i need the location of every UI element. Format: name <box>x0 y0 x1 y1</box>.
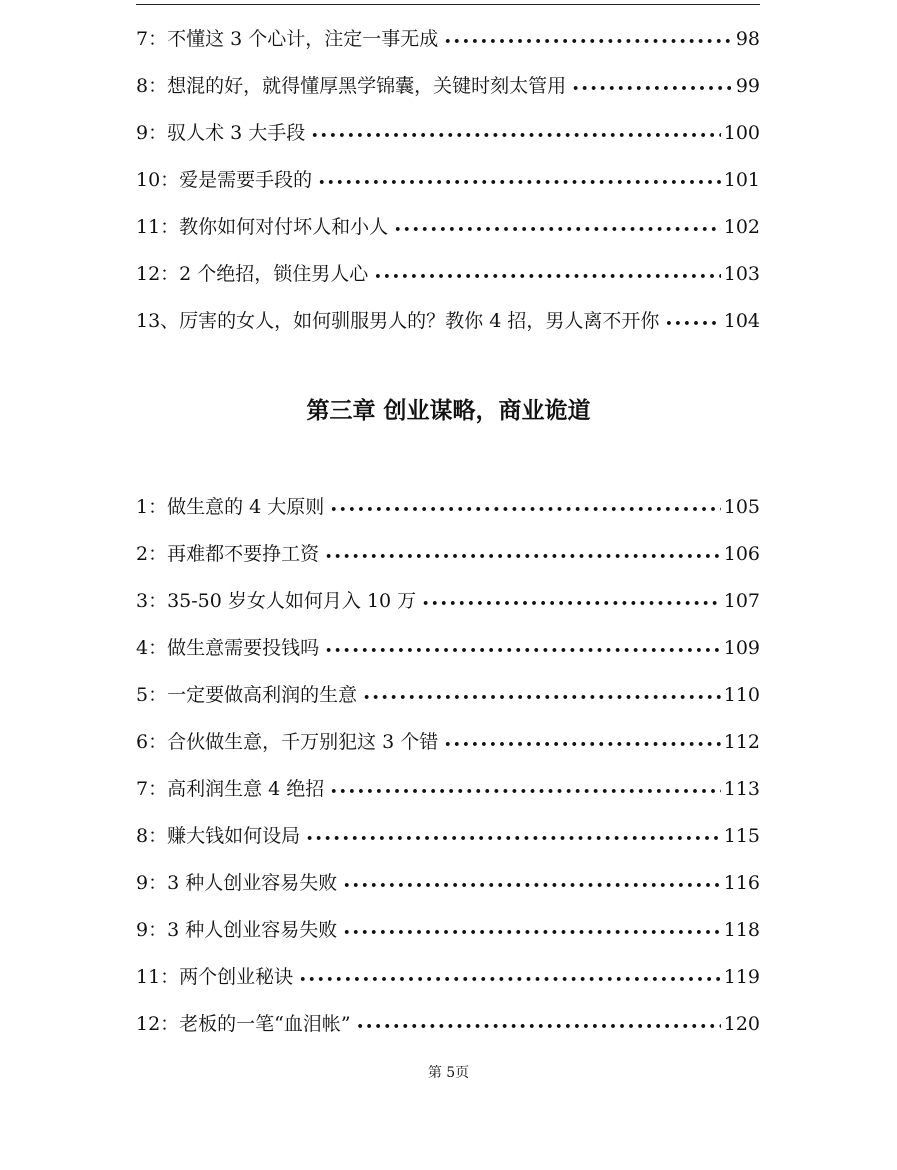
toc-entry-label: 4：做生意需要投钱吗 <box>136 637 320 659</box>
toc-leader <box>325 625 721 674</box>
toc-page-number: 102 <box>723 216 760 238</box>
toc-page-number: 99 <box>735 75 760 97</box>
toc-leader <box>330 484 720 533</box>
toc-page-number: 113 <box>723 778 760 800</box>
toc-leader <box>444 16 733 65</box>
toc-page-number: 107 <box>723 590 760 612</box>
toc-entry[interactable] <box>136 251 760 298</box>
toc-leader <box>299 954 721 1003</box>
toc-page-number: 112 <box>723 731 760 753</box>
toc-entry[interactable] <box>136 766 760 813</box>
toc-entry[interactable] <box>136 484 760 531</box>
toc-leader <box>363 672 721 721</box>
toc-page-number: 100 <box>723 122 760 144</box>
toc-entry-label: 11：两个创业秘诀 <box>136 966 294 988</box>
toc-entry[interactable] <box>136 907 760 954</box>
toc-entry-label: 8：赚大钱如何设局 <box>136 825 301 847</box>
toc-entry[interactable] <box>136 298 760 345</box>
toc-entry[interactable] <box>136 860 760 907</box>
toc-entry-label: 8：想混的好，就得懂厚黑学锦囊，关键时刻太管用 <box>136 75 567 97</box>
toc-leader <box>330 766 720 815</box>
toc-leader <box>374 251 720 300</box>
toc-leader <box>306 813 721 862</box>
toc-page-number: 98 <box>735 28 760 50</box>
toc-entry-label: 7：不懂这 3 个心计，注定一事无成 <box>136 28 439 50</box>
toc-page-number: 106 <box>723 543 760 565</box>
toc-leader <box>325 531 721 580</box>
toc-leader <box>394 204 721 253</box>
toc-leader <box>357 1001 721 1050</box>
toc-entry-label: 5：一定要做高利润的生意 <box>136 684 358 706</box>
toc-entry-label: 9：3 种人创业容易失败 <box>136 872 338 894</box>
toc-page-number: 101 <box>723 169 760 191</box>
toc-section-b <box>136 484 760 1048</box>
toc-entry-label: 11：教你如何对付坏人和小人 <box>136 216 389 238</box>
toc-page-number: 118 <box>723 919 760 941</box>
toc-entry-label: 10：爱是需要手段的 <box>136 169 313 191</box>
toc-leader <box>311 110 720 159</box>
toc-leader <box>343 860 721 909</box>
toc-entry[interactable] <box>136 531 760 578</box>
toc-leader <box>665 298 720 347</box>
toc-entry[interactable] <box>136 813 760 860</box>
toc-entry[interactable] <box>136 1001 760 1048</box>
toc-entry[interactable] <box>136 719 760 766</box>
toc-entry-label: 9：驭人术 3 大手段 <box>136 122 306 144</box>
toc-page-number: 109 <box>723 637 760 659</box>
toc-page-number: 120 <box>723 1013 760 1035</box>
toc-section-a <box>136 16 760 345</box>
toc-entry[interactable] <box>136 63 760 110</box>
toc-entry-label: 6：合伙做生意，千万别犯这 3 个错 <box>136 731 439 753</box>
toc-page-number: 105 <box>723 496 760 518</box>
toc-entry[interactable] <box>136 110 760 157</box>
toc-entry[interactable] <box>136 954 760 1001</box>
toc-leader <box>422 578 721 627</box>
toc-page-number: 104 <box>723 310 760 332</box>
toc-entry[interactable] <box>136 625 760 672</box>
top-divider <box>136 4 760 5</box>
toc-entry[interactable] <box>136 578 760 625</box>
toc-leader <box>572 63 733 112</box>
toc-entry[interactable] <box>136 204 760 251</box>
page-footer: 第 5页 <box>427 1065 470 1081</box>
toc-entry-label: 2：再难都不要挣工资 <box>136 543 320 565</box>
chapter-title: 第三章 创业谋略，商业诡道 <box>306 398 591 424</box>
toc-leader <box>444 719 720 768</box>
toc-entry[interactable] <box>136 672 760 719</box>
toc-leader <box>318 157 721 206</box>
toc-page-number: 110 <box>723 684 760 706</box>
toc-page-number: 115 <box>723 825 760 847</box>
toc-page-number: 116 <box>723 872 760 894</box>
toc-page-number: 119 <box>723 966 760 988</box>
toc-entry-label: 7：高利润生意 4 绝招 <box>136 778 325 800</box>
toc-entry[interactable] <box>136 16 760 63</box>
toc-entry-label: 3：35-50 岁女人如何月入 10 万 <box>136 590 417 612</box>
toc-leader <box>343 907 721 956</box>
toc-entry-label: 9：3 种人创业容易失败 <box>136 919 338 941</box>
toc-entry-label: 1：做生意的 4 大原则 <box>136 496 325 518</box>
toc-entry-label: 12：2 个绝招，锁住男人心 <box>136 263 369 285</box>
toc-page-number: 103 <box>723 263 760 285</box>
toc-entry-label: 12：老板的一笔“血泪帐” <box>136 1013 351 1035</box>
toc-entry[interactable] <box>136 157 760 204</box>
toc-entry-label: 13、厉害的女人，如何驯服男人的？教你 4 招，男人离不开你 <box>136 310 660 332</box>
